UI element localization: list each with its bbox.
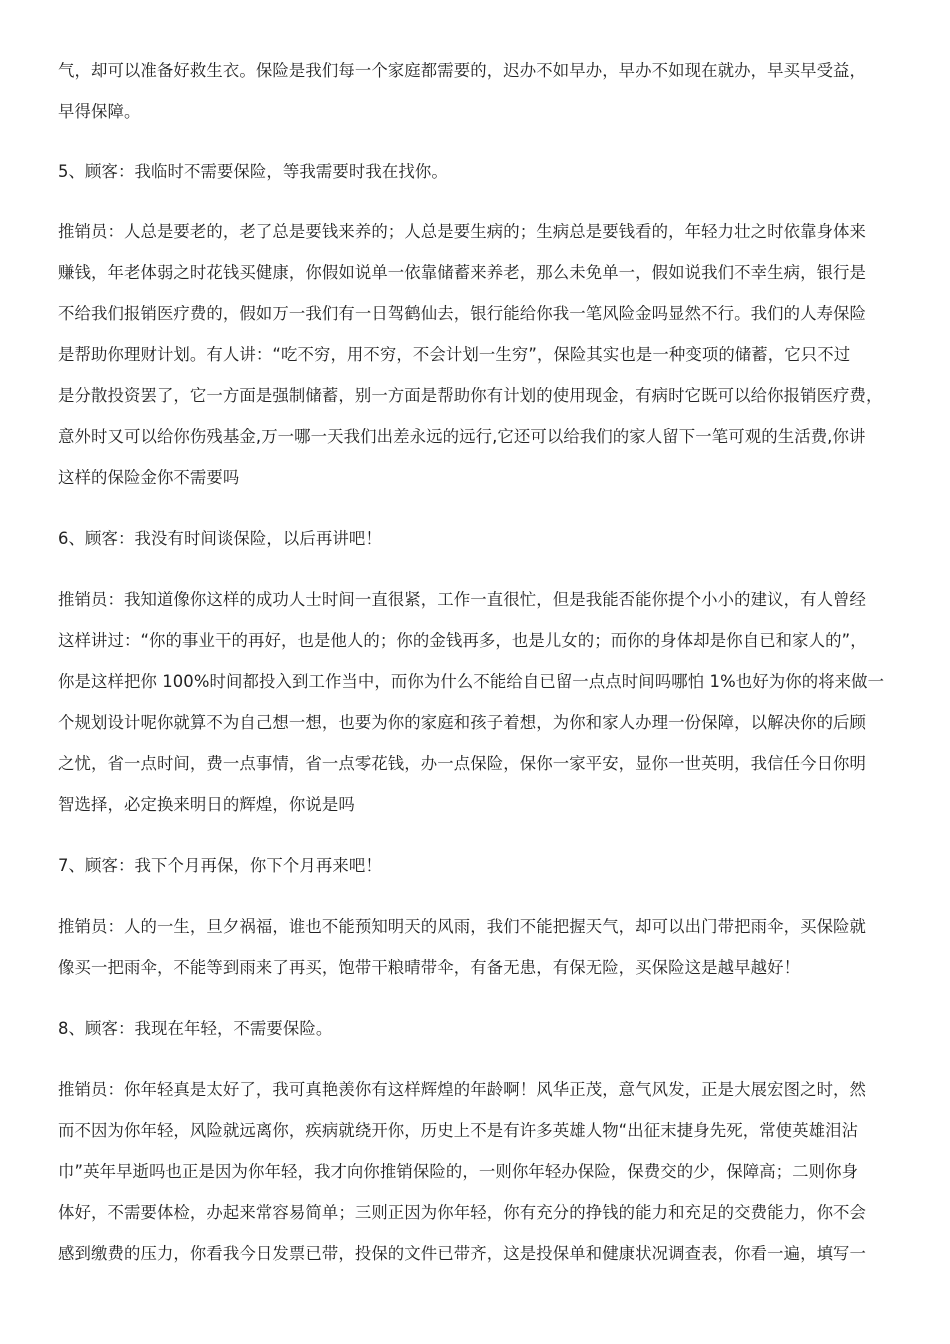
text-line: 巾”英年早逝吗也正是因为你年轻，我才向你推销保险的，一则你年轻办保险，保费交的少，保障高；二则你身 — [58, 1162, 859, 1181]
section-heading-6: 6、顾客：我没有时间谈保险，以后再讲吧！ — [58, 529, 382, 548]
section-heading-5: 5、顾客：我临时不需要保险，等我需要时我在找你。 — [58, 162, 448, 181]
text-line: 个规划设计呢你就算不为自己想一想，也要为你的家庭和孩子着想，为你和家人办理一份保障，以解决你的后顾 — [58, 713, 867, 732]
text-line: 而不因为你年轻，风险就远离你，疾病就绕开你，历史上不是有许多英雄人物“出征末捷身先死，常使英雄泪沾 — [58, 1121, 859, 1140]
text-line: 感到缴费的压力，你看我今日发票已带，投保的文件已带齐，这是投保单和健康状况调查表，你看一遍，填写一 — [58, 1244, 867, 1263]
text-line: 推销员：我知道像你这样的成功人士时间一直很紧，工作一直很忙，但是我能否能你提个小小的建议，有人曾经 — [58, 590, 867, 609]
text-line: 这样讲过：“你的事业干的再好，也是他人的；你的金钱再多，也是儿女的；而你的身体却是你自已和家人的”， — [58, 631, 867, 650]
text-line: 之忧，省一点时间，费一点事情，省一点零花钱，办一点保险，保你一家平安，显你一世英明，我信任今日你明 — [58, 754, 867, 773]
text-line: 像买一把雨伞，不能等到雨来了再买，饱带干粮晴带伞，有备无患，有保无险，买保险这是越早越好！ — [58, 958, 801, 977]
text-line: 意外时又可以给你伤残基金,万一哪一天我们出差永远的远行,它还可以给我们的家人留下一笔可观的生活费,你讲 — [58, 427, 866, 446]
section-heading-7: 7、顾客：我下个月再保，你下个月再来吧！ — [58, 856, 382, 875]
text-line: 推销员：你年轻真是太好了，我可真艳羡你有这样辉煌的年龄啊！风华正茂，意气风发，正是大展宏图之时，然 — [58, 1080, 867, 1099]
text-line: 推销员：人总是要老的，老了总是要钱来养的；人总是要生病的；生病总是要钱看的，年轻力壮之时依靠身体来 — [58, 222, 867, 241]
text-line: 是分散投资罢了，它一方面是强制储蓄，别一方面是帮助你有计划的使用现金，有病时它既可以给你报销医疗费， — [58, 386, 883, 405]
text-line: 推销员：人的一生，旦夕祸福，谁也不能预知明天的风雨，我们不能把握天气，却可以出门带把雨伞，买保险就 — [58, 917, 867, 936]
text-line: 智选择，必定换来明日的辉煌，你说是吗 — [58, 795, 355, 814]
text-line: 是帮助你理财计划。有人讲：“吃不穷，用不穷，不会计划一生穷”，保险其实也是一种变项的储蓄，它只不过 — [58, 345, 851, 364]
text-line: 气，却可以准备好救生衣。保险是我们每一个家庭都需要的，迟办不如早办，早办不如现在就办，早买早受益， — [58, 61, 867, 80]
text-line: 不给我们报销医疗费的，假如万一我们有一日驾鹤仙去，银行能给你我一笔风险金吗显然不行。我们的人寿保险 — [58, 304, 867, 323]
text-line: 早得保障。 — [58, 102, 141, 121]
text-line: 你是这样把你 100%时间都投入到工作当中，而你为什么不能给自已留一点点时间吗哪怕 1%也好为你的将来做一 — [58, 672, 885, 691]
section-heading-8: 8、顾客：我现在年轻，不需要保险。 — [58, 1019, 333, 1038]
text-line: 赚钱，年老体弱之时花钱买健康，你假如说单一依靠储蓄来养老，那么未免单一，假如说我们不幸生病，银行是 — [58, 263, 867, 282]
text-line: 这样的保险金你不需要吗 — [58, 468, 240, 487]
text-line: 体好，不需要体检，办起来常容易简单；三则正因为你年轻，你有充分的挣钱的能力和充足的交费能力，你不会 — [58, 1203, 867, 1222]
